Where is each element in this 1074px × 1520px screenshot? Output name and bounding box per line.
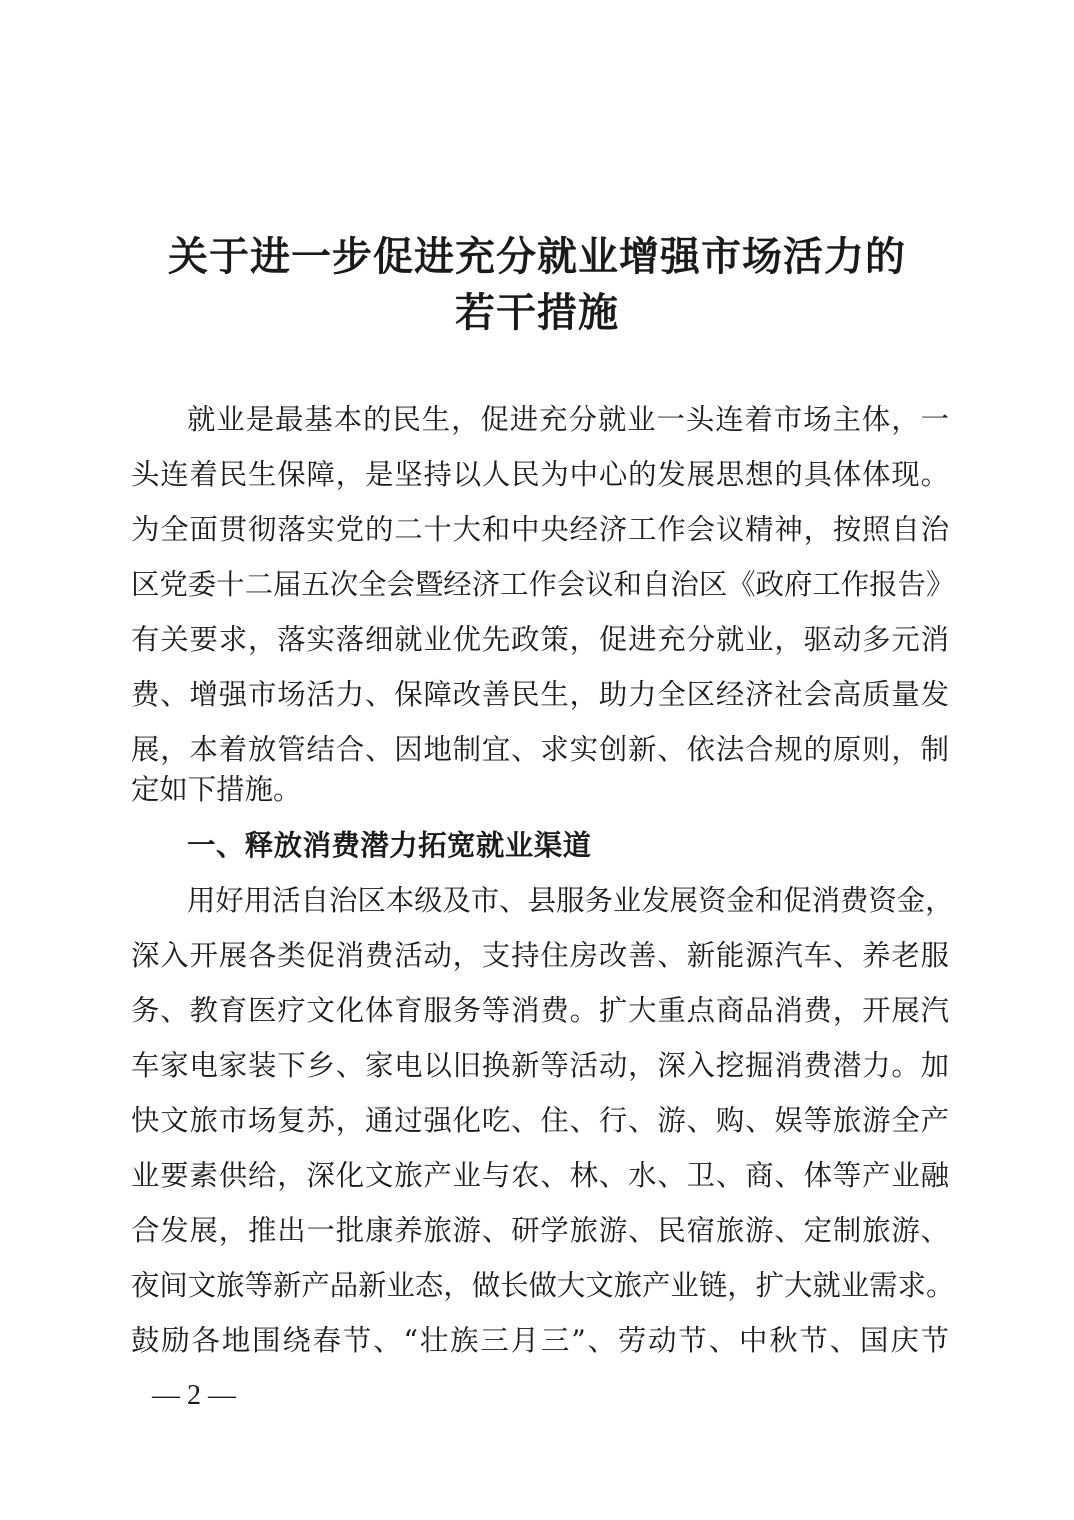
section-line: 鼓励各地围绕春节、“壮族三月三”、劳动节、中秋节、国庆节 xyxy=(131,1324,949,1357)
intro-line: 有关要求，落实落细就业优先政策，促进充分就业，驱动多元消 xyxy=(131,623,949,656)
page-number: — 2 — xyxy=(152,1380,236,1411)
section-line: 业要素供给，深化文旅产业与农、林、水、卫、商、体等产业融 xyxy=(131,1159,949,1192)
section-line: 车家电家装下乡、家电以旧换新等活动，深入挖掘消费潜力。加 xyxy=(131,1049,949,1082)
intro-line: 头连着民生保障，是坚持以人民为中心的发展思想的具体体现。 xyxy=(131,458,949,491)
section-line: 快文旅市场复苏，通过强化吃、住、行、游、购、娱等旅游全产 xyxy=(131,1104,949,1137)
document-title-line-2: 若干措施 xyxy=(455,289,619,336)
intro-line: 定如下措施。 xyxy=(131,773,302,806)
intro-line: 展，本着放管结合、因地制宜、求实创新、依法合规的原则，制 xyxy=(131,733,949,766)
section-line: 用好用活自治区本级及市、县服务业发展资金和促消费资金， xyxy=(187,884,954,917)
section-line: 深入开展各类促消费活动，支持住房改善、新能源汽车、养老服 xyxy=(131,939,949,972)
intro-line: 费、增强市场活力、保障改善民生，助力全区经济社会高质量发 xyxy=(131,678,949,711)
section-heading: 一、释放消费潜力拓宽就业渠道 xyxy=(187,829,592,862)
section-line: 务、教育医疗文化体育服务等消费。扩大重点商品消费，开展汽 xyxy=(131,994,949,1027)
section-line: 合发展，推出一批康养旅游、研学旅游、民宿旅游、定制旅游、 xyxy=(131,1214,949,1247)
intro-line: 为全面贯彻落实党的二十大和中央经济工作会议精神，按照自治 xyxy=(131,513,949,546)
intro-line: 区党委十二届五次全会暨经济工作会议和自治区《政府工作报告》 xyxy=(131,568,955,601)
document-title-line-1: 关于进一步促进充分就业增强市场活力的 xyxy=(168,233,906,280)
section-line: 夜间文旅等新产品新业态，做长做大文旅产业链，扩大就业需求。 xyxy=(131,1269,955,1302)
intro-line: 就业是最基本的民生，促进充分就业一头连着市场主体，一 xyxy=(187,403,949,436)
